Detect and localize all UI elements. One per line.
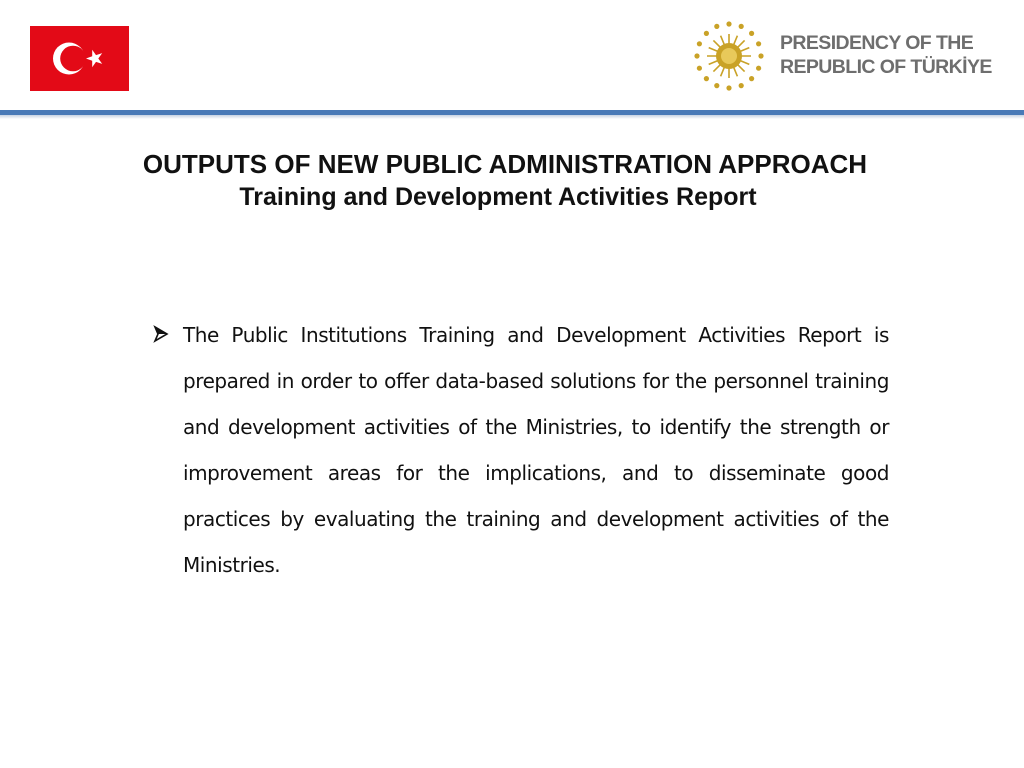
bullet-paragraph: The Public Institutions Training and Development Activities Report is prepared in order to offer data-based solutions for the personnel training and development activities of the Ministries, to identify the strength or improvement areas for the implications, and to disseminate good practices by evaluating the training and development activities of the Ministries. <box>183 323 889 577</box>
slide-title-block <box>0 148 1010 214</box>
presidency-wordmark <box>780 31 1010 79</box>
crescent-star-icon <box>30 26 129 91</box>
presidency-line-1: PRESIDENCY OF THE <box>780 32 974 54</box>
arrow-bullet-icon <box>152 324 170 344</box>
slide-subtitle: Training and Development Activities Report <box>239 183 757 211</box>
presidency-line-2: REPUBLIC OF TÜRKİYE <box>780 56 992 78</box>
turkish-flag-logo <box>30 26 129 91</box>
seal-sun-icon <box>693 20 765 92</box>
header-divider-shadow <box>0 115 1024 119</box>
slide-title: OUTPUTS OF NEW PUBLIC ADMINISTRATION APPROACH <box>142 149 868 179</box>
presidential-seal-logo <box>693 20 765 92</box>
